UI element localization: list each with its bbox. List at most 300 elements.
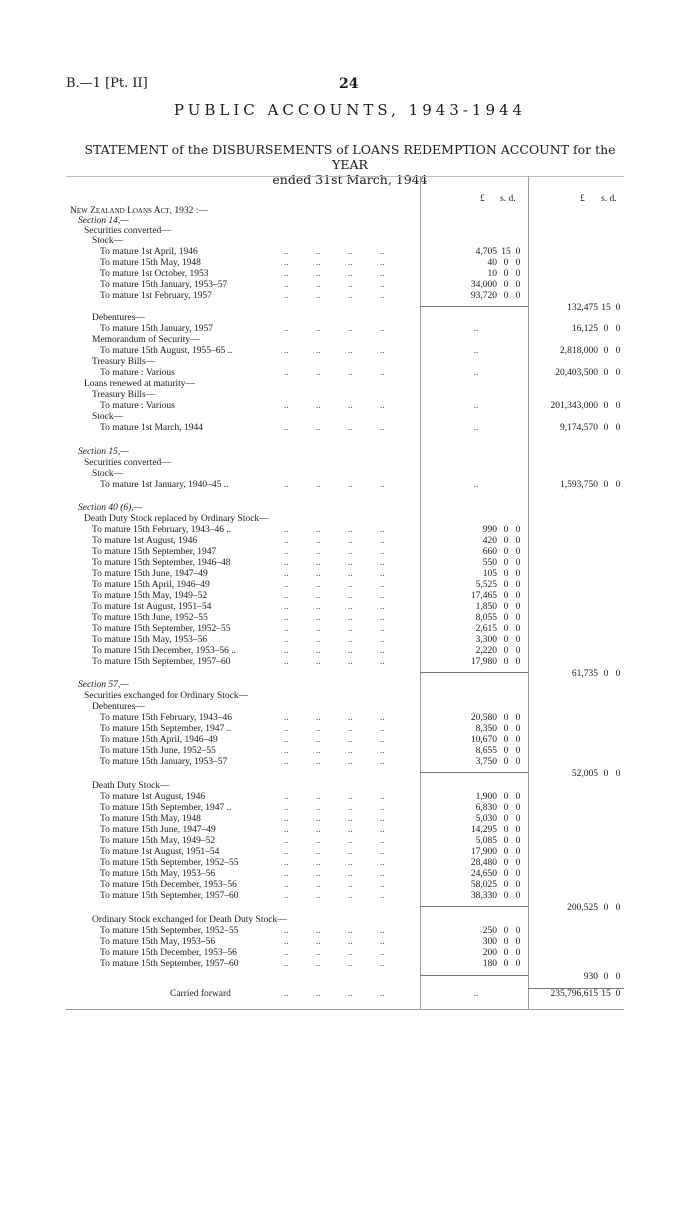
amount-shillings: 0 [503,847,509,857]
total-shillings: 0 [603,669,609,679]
amount-pence: 0 [515,657,521,667]
total-pounds: 132,475 [567,303,598,313]
table-row [0,423,700,434]
row-label: To mature 15th May, 1948 [100,814,201,824]
amount-pounds: 58,025 [470,880,497,890]
total-pence: 0 [615,368,621,378]
amount-pence: 0 [515,525,521,535]
report-reference: B.—1 [Pt. II] [66,76,148,91]
row-label: To mature 15th May, 1953–56 [100,869,216,879]
row-label: To mature 15th September, 1952–55 [100,858,239,868]
row-label: To mature 1st October, 1953 [100,269,209,279]
amount-pence: 0 [515,635,521,645]
leader-dots: .. .. .. .. [284,746,385,756]
leader-dots: .. .. .. .. [284,724,385,734]
amount-pence: 0 [515,646,521,656]
row-label: Section 15,— [78,447,129,457]
amount-pounds: 17,465 [470,591,497,601]
amount-pence: 0 [515,558,521,568]
row-label: New Zealand Loans Act, 1932 :— [70,206,208,216]
amount-shillings: 0 [503,792,509,802]
table-row [0,503,700,514]
table-row [0,948,700,959]
amount-shillings: 0 [503,646,509,656]
table-row [0,447,700,458]
amount-shillings: 0 [503,580,509,590]
amount-pounds: 2,615 [475,624,497,634]
amount-pence: 0 [515,591,521,601]
leader-dots: .. .. .. .. [284,989,385,999]
leader-dots: .. .. .. .. [284,624,385,634]
table-row [0,792,700,803]
leader-dots: .. .. .. .. [284,847,385,857]
table-row [0,757,700,768]
leader-dots: .. .. .. .. [284,869,385,879]
row-label: Ordinary Stock exchanged for Death Duty Stock— [92,915,287,925]
amount-shillings: 0 [503,825,509,835]
row-label: Loans renewed at maturity— [84,379,196,389]
amount-pounds: 8,655 [475,746,497,756]
amount-pounds: 8,350 [475,724,497,734]
table-top-rule [66,176,624,177]
table-row [0,702,700,713]
leader-dots: .. [473,401,479,411]
leader-dots: .. [473,989,479,999]
amount-pounds: 28,480 [470,858,497,868]
row-label: To mature 1st August, 1946 [92,536,198,546]
amount-shillings: 0 [503,624,509,634]
table-row [0,536,700,547]
total-pence: 0 [615,401,621,411]
leader-dots: .. [473,423,479,433]
table-row [0,891,700,902]
leader-dots: .. .. .. .. [284,735,385,745]
row-label: To mature 15th December, 1953–56 .. [92,646,237,656]
row-label: Securities converted— [84,226,171,236]
row-label: To mature 1st January, 1940–45 .. [100,480,229,490]
amount-pounds: 2,220 [475,646,497,656]
total-shillings: 0 [603,903,609,913]
amount-shillings: 0 [503,713,509,723]
amount-shillings: 0 [503,746,509,756]
total-pounds: 52,005 [571,769,598,779]
row-label: To mature 15th September, 1957–60 [92,657,231,667]
leader-dots: .. .. .. .. [284,858,385,868]
total-pounds: 61,735 [571,669,598,679]
amount-pence: 0 [515,569,521,579]
table-row [0,324,700,335]
amount-pounds: 4,705 [475,247,497,257]
table-row [0,458,700,469]
total-pence: 0 [615,324,621,334]
leader-dots: .. .. .. .. [284,926,385,936]
row-label: To mature 15th December, 1953–56 [100,948,237,958]
table-row [0,825,700,836]
table-row [0,480,700,491]
amount-pence: 0 [515,869,521,879]
total-shillings: 0 [603,480,609,490]
table-row [0,836,700,847]
total-pounds: 201,343,000 [550,401,598,411]
page-title: PUBLIC ACCOUNTS, 1943-1944 [173,101,527,119]
total-shillings: 15 [601,303,611,313]
leader-dots: .. .. .. .. [284,657,385,667]
total-shillings: 0 [603,972,609,982]
total-pounds: 930 [583,972,598,982]
row-label: Death Duty Stock replaced by Ordinary Stock— [84,514,269,524]
total-pounds: 235,796,615 [550,989,598,999]
statement-title-line-1: STATEMENT of the DISBURSEMENTS of LOANS REDEMPTION ACCOUNT for the YEAR [84,142,616,172]
amount-shillings: 0 [503,814,509,824]
row-label: To mature 15th February, 1943–46 .. [92,525,232,535]
table-row [0,646,700,657]
amount-pence: 0 [515,580,521,590]
amount-pence: 0 [515,269,521,279]
col2-pounds-header: £ [580,194,585,204]
amount-pounds: 5,525 [475,580,497,590]
leader-dots: .. .. .. .. [284,324,385,334]
amount-shillings: 0 [503,937,509,947]
table-row [0,880,700,891]
amount-pence: 0 [515,291,521,301]
row-label: To mature 1st August, 1946 [100,792,206,802]
table-row [0,869,700,880]
total-shillings: 0 [603,324,609,334]
table-row [0,247,700,258]
amount-shillings: 0 [503,959,509,969]
amount-pounds: 40 [487,258,497,268]
table-row [0,591,700,602]
leader-dots: .. .. .. .. [284,258,385,268]
table-row [0,680,700,691]
leader-dots: .. .. .. .. [284,558,385,568]
amount-pounds: 20,580 [470,713,497,723]
amount-shillings: 15 [501,247,511,257]
amount-pence: 0 [515,926,521,936]
row-label: To mature 15th May, 1949–52 [100,836,216,846]
amount-pence: 0 [515,735,521,745]
row-label: Securities exchanged for Ordinary Stock— [84,691,249,701]
leader-dots: .. .. .. .. [284,613,385,623]
row-label: To mature 15th January, 1957 [100,324,213,334]
leader-dots: .. .. .. .. [284,803,385,813]
table-row [0,613,700,624]
amount-pounds: 34,000 [470,280,497,290]
amount-pounds: 38,330 [470,891,497,901]
row-label: To mature 15th January, 1953–57 [100,280,228,290]
row-label: Stock— [92,469,124,479]
total-shillings: 0 [603,346,609,356]
amount-shillings: 0 [503,891,509,901]
leader-dots: .. .. .. .. [284,825,385,835]
table-row [0,469,700,480]
table-row [0,313,700,324]
row-label: To mature 15th September, 1946–48 [92,558,231,568]
table-row [0,669,700,680]
total-pence: 0 [615,480,621,490]
leader-dots: .. [473,346,479,356]
leader-dots: .. .. .. .. [284,757,385,767]
amount-pence: 0 [515,847,521,857]
row-label: To mature 15th August, 1955–65 .. [100,346,233,356]
leader-dots: .. .. .. .. [284,480,385,490]
leader-dots: .. .. .. .. [284,536,385,546]
row-label: To mature 15th June, 1947–49 [100,825,216,835]
leader-dots: .. .. .. .. [284,814,385,824]
table-row [0,558,700,569]
total-pounds: 20,403,500 [555,368,598,378]
leader-dots: .. .. .. .. [284,423,385,433]
leader-dots: .. .. .. .. [284,580,385,590]
amount-pounds: 5,030 [475,814,497,824]
table-row [0,514,700,525]
table-row [0,346,700,357]
amount-shillings: 0 [503,757,509,767]
amount-pounds: 180 [482,959,497,969]
row-label: To mature 15th May, 1953–56 [92,635,208,645]
amount-pence: 0 [515,258,521,268]
row-label: To mature 15th May, 1953–56 [100,937,216,947]
amount-shillings: 0 [503,836,509,846]
amount-shillings: 0 [503,948,509,958]
total-pence: 0 [615,989,621,999]
leader-dots: .. .. .. .. [284,247,385,257]
row-label: Treasury Bills— [92,357,156,367]
leader-dots: .. .. .. .. [284,792,385,802]
amount-pence: 0 [515,547,521,557]
amount-shillings: 0 [503,724,509,734]
row-label: To mature 15th January, 1953–57 [100,757,228,767]
statement-title-line-2: ended 31st March, 1944 [272,172,428,187]
amount-pounds: 14,295 [470,825,497,835]
amount-pence: 0 [515,959,521,969]
amount-shillings: 0 [503,269,509,279]
amount-pounds: 105 [482,569,497,579]
row-label: To mature 15th September, 1947 [92,547,217,557]
table-row [0,368,700,379]
amount-pounds: 3,300 [475,635,497,645]
amount-shillings: 0 [503,858,509,868]
table-row [0,926,700,937]
amount-shillings: 0 [503,803,509,813]
total-shillings: 0 [603,401,609,411]
table-row [0,769,700,780]
amount-pounds: 5,085 [475,836,497,846]
table-row [0,781,700,792]
leader-dots: .. .. .. .. [284,937,385,947]
table-row [0,547,700,558]
row-label: Death Duty Stock— [92,781,170,791]
table-row [0,624,700,635]
total-shillings: 15 [601,989,611,999]
leader-dots: .. [473,368,479,378]
row-label: To mature 15th April, 1946–49 [100,735,218,745]
amount-shillings: 0 [503,258,509,268]
leader-dots: .. .. .. .. [284,880,385,890]
amount-shillings: 0 [503,880,509,890]
amount-pounds: 6,830 [475,803,497,813]
table-row [0,746,700,757]
table-row [0,269,700,280]
total-pounds: 200,525 [567,903,598,913]
row-label: Debentures— [92,313,145,323]
table-row [0,335,700,346]
leader-dots: .. .. .. .. [284,280,385,290]
amount-pounds: 24,650 [470,869,497,879]
row-label: To mature 15th September, 1947 .. [100,724,232,734]
table-row [0,803,700,814]
total-pence: 0 [615,972,621,982]
table-row [0,713,700,724]
amount-pence: 0 [515,757,521,767]
table-row [0,735,700,746]
table-row [0,724,700,735]
table-row [0,390,700,401]
leader-dots: .. .. .. .. [284,525,385,535]
row-label: To mature 15th May, 1948 [100,258,201,268]
col1-pounds-header: £ [480,194,485,204]
col1-sd-header: s. d. [500,194,516,204]
amount-pence: 0 [515,858,521,868]
row-label: To mature : Various [100,401,175,411]
row-label: Debentures— [92,702,145,712]
row-label: To mature : Various [100,368,175,378]
amount-shillings: 0 [503,291,509,301]
amount-shillings: 0 [503,547,509,557]
amount-shillings: 0 [503,613,509,623]
amount-pence: 0 [515,536,521,546]
row-label: Stock— [92,412,124,422]
row-label: Treasury Bills— [92,390,156,400]
amount-pounds: 1,900 [475,792,497,802]
leader-dots: .. .. .. .. [284,569,385,579]
amount-shillings: 0 [503,657,509,667]
col2-sd-header: s. d. [601,194,617,204]
amount-pounds: 93,720 [470,291,497,301]
table-row [0,525,700,536]
table-row [0,580,700,591]
row-label: To mature 1st February, 1957 [100,291,212,301]
table-row [0,903,700,914]
row-label: To mature 15th June, 1952–55 [100,746,216,756]
amount-shillings: 0 [503,280,509,290]
amount-pence: 0 [515,613,521,623]
table-row [0,379,700,390]
leader-dots: .. .. .. .. [284,635,385,645]
total-pence: 0 [615,769,621,779]
row-label: To mature 15th September, 1947 .. [100,803,232,813]
table-bottom-rule [66,1009,624,1010]
table-row [0,691,700,702]
row-label: To mature 15th June, 1947–49 [92,569,208,579]
row-label: To mature 1st April, 1946 [100,247,198,257]
table-row [0,569,700,580]
row-label: To mature 1st August, 1951–54 [100,847,220,857]
row-label: To mature 15th February, 1943–46 [100,713,232,723]
row-label: To mature 15th April, 1946–49 [92,580,210,590]
amount-shillings: 0 [503,926,509,936]
row-label: Section 40 (6),— [78,503,143,513]
total-pence: 0 [615,669,621,679]
table-row [0,847,700,858]
amount-pence: 0 [515,746,521,756]
amount-pence: 0 [515,792,521,802]
amount-pence: 0 [515,280,521,290]
amount-pounds: 660 [482,547,497,557]
amount-pence: 0 [515,937,521,947]
row-label: To mature 15th September, 1952–55 [92,624,231,634]
total-pounds: 9,174,570 [560,423,598,433]
total-pounds: 1,593,750 [560,480,598,490]
leader-dots: .. .. .. .. [284,646,385,656]
table-row [0,412,700,423]
total-shillings: 0 [603,423,609,433]
table-row [0,280,700,291]
row-label: To mature 15th September, 1957–60 [100,959,239,969]
leader-dots: .. .. .. .. [284,401,385,411]
amount-shillings: 0 [503,591,509,601]
table-row [0,236,700,247]
amount-shillings: 0 [503,735,509,745]
table-row [0,915,700,926]
total-pence: 0 [615,346,621,356]
row-label: Section 14,— [78,216,129,226]
amount-pounds: 200 [482,948,497,958]
leader-dots: .. .. .. .. [284,836,385,846]
leader-dots: .. .. .. .. [284,948,385,958]
total-pence: 0 [615,903,621,913]
row-label: Memorandum of Security— [92,335,200,345]
amount-pence: 0 [515,724,521,734]
total-shillings: 0 [603,769,609,779]
table-row [0,401,700,412]
table-row [0,937,700,948]
leader-dots: .. .. .. .. [284,269,385,279]
total-pounds: 2,818,000 [560,346,598,356]
leader-dots: .. .. .. .. [284,346,385,356]
leader-dots: .. .. .. .. [284,591,385,601]
total-pence: 0 [615,303,621,313]
amount-pence: 0 [515,836,521,846]
amount-pounds: 1,850 [475,602,497,612]
amount-pence: 0 [515,948,521,958]
amount-pence: 0 [515,891,521,901]
row-label: Section 57,— [78,680,129,690]
row-label: To mature 15th June, 1952–55 [92,613,208,623]
row-label: Stock— [92,236,124,246]
row-label: To mature 15th September, 1957–60 [100,891,239,901]
amount-pounds: 3,750 [475,757,497,767]
leader-dots: .. [473,480,479,490]
table-row [0,657,700,668]
total-pounds: 16,125 [571,324,598,334]
amount-pounds: 300 [482,937,497,947]
row-label: To mature 15th September, 1952–55 [100,926,239,936]
amount-pence: 0 [515,624,521,634]
row-label: To mature 1st August, 1951–54 [92,602,212,612]
table-row [0,972,700,983]
statement-title [72,142,628,187]
table-row [0,602,700,613]
table-row [0,989,700,1000]
amount-pounds: 17,900 [470,847,497,857]
total-shillings: 0 [603,368,609,378]
row-label: To mature 1st March, 1944 [100,423,204,433]
amount-pounds: 420 [482,536,497,546]
amount-pence: 0 [515,713,521,723]
row-label: To mature 15th December, 1953–56 [100,880,237,890]
amount-shillings: 0 [503,558,509,568]
